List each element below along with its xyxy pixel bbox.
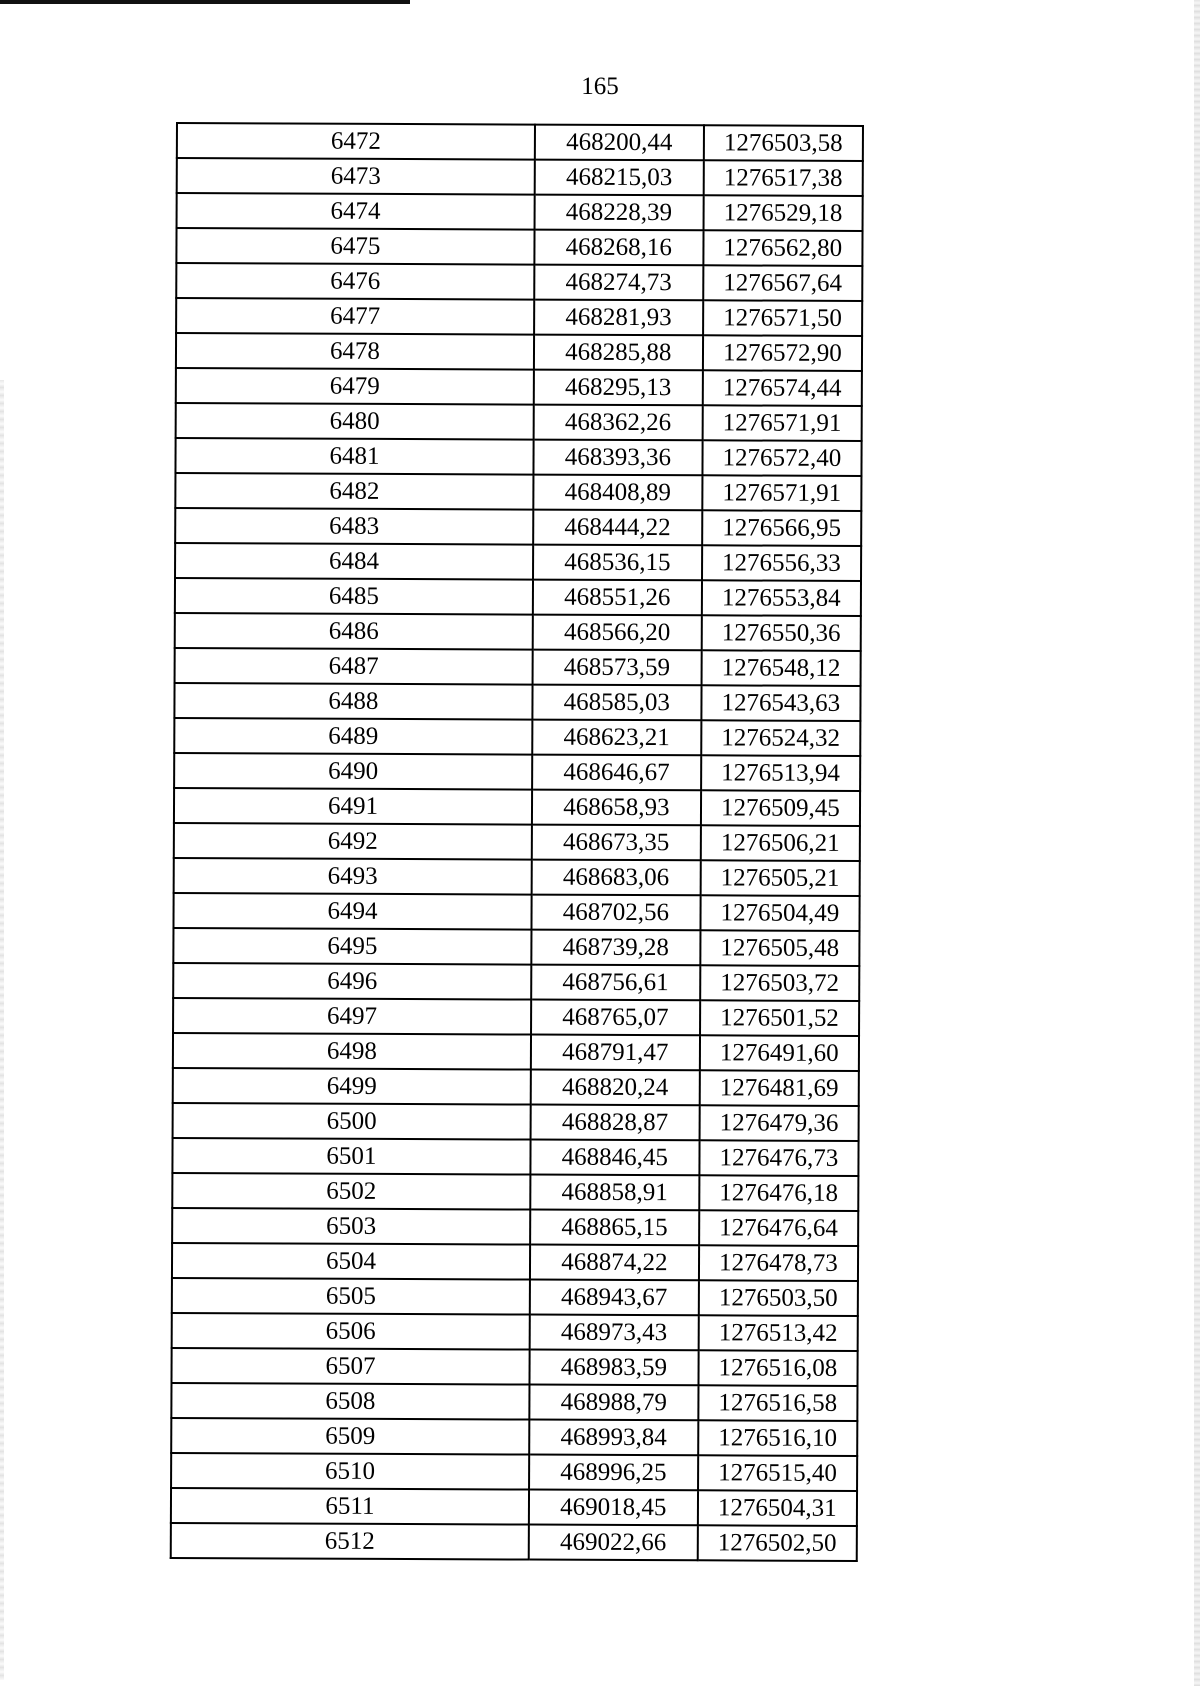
y-coordinate-cell: 1276515,40 <box>698 1455 857 1491</box>
point-number-cell: 6510 <box>171 1453 529 1490</box>
point-number-cell: 6493 <box>174 858 532 895</box>
y-coordinate-cell: 1276509,45 <box>701 790 860 826</box>
scan-left-edge <box>0 380 4 1680</box>
x-coordinate-cell: 468228,39 <box>534 195 703 231</box>
x-coordinate-cell: 468739,28 <box>531 930 700 966</box>
y-coordinate-cell: 1276516,08 <box>698 1350 857 1386</box>
y-coordinate-cell: 1276553,84 <box>702 580 861 616</box>
y-coordinate-cell: 1276504,49 <box>700 895 859 931</box>
y-coordinate-cell: 1276524,32 <box>701 720 860 756</box>
point-number-cell: 6490 <box>174 753 532 790</box>
point-number-cell: 6484 <box>175 543 533 580</box>
table-row <box>172 1208 858 1246</box>
x-coordinate-cell: 468865,15 <box>530 1210 699 1246</box>
x-coordinate-cell: 468623,21 <box>532 720 701 756</box>
y-coordinate-cell: 1276476,64 <box>699 1210 858 1246</box>
x-coordinate-cell: 468820,24 <box>531 1070 700 1106</box>
coordinates-table <box>170 122 864 1562</box>
point-number-cell: 6486 <box>175 613 533 650</box>
x-coordinate-cell: 468285,88 <box>534 335 703 371</box>
y-coordinate-cell: 1276501,52 <box>700 1000 859 1036</box>
x-coordinate-cell: 468362,26 <box>534 405 703 441</box>
y-coordinate-cell: 1276550,36 <box>701 615 860 651</box>
table-row <box>172 1243 858 1281</box>
y-coordinate-cell: 1276505,48 <box>700 930 859 966</box>
y-coordinate-cell: 1276476,18 <box>699 1175 858 1211</box>
x-coordinate-cell: 468215,03 <box>535 160 704 196</box>
x-coordinate-cell: 468268,16 <box>534 230 703 266</box>
table-row <box>175 543 861 581</box>
x-coordinate-cell: 469018,45 <box>529 1490 698 1526</box>
table-row <box>175 578 861 616</box>
table-row <box>175 613 861 651</box>
point-number-cell: 6501 <box>172 1138 530 1175</box>
x-coordinate-cell: 468828,87 <box>531 1105 700 1141</box>
y-coordinate-cell: 1276529,18 <box>703 195 862 231</box>
point-number-cell: 6512 <box>171 1523 529 1560</box>
table-row <box>175 438 861 476</box>
table-row <box>171 1488 857 1526</box>
table-row <box>171 1383 857 1421</box>
scan-right-edge <box>1194 0 1200 1686</box>
x-coordinate-cell: 468874,22 <box>530 1245 699 1281</box>
y-coordinate-cell: 1276491,60 <box>700 1035 859 1071</box>
point-number-cell: 6482 <box>175 473 533 510</box>
table-row <box>171 1348 857 1386</box>
table-row <box>175 648 861 686</box>
y-coordinate-cell: 1276562,80 <box>703 230 862 266</box>
x-coordinate-cell: 468295,13 <box>534 370 703 406</box>
table-row <box>177 123 863 161</box>
x-coordinate-cell: 468983,59 <box>529 1350 698 1386</box>
point-number-cell: 6497 <box>173 998 531 1035</box>
point-number-cell: 6495 <box>173 928 531 965</box>
y-coordinate-cell: 1276505,21 <box>700 860 859 896</box>
x-coordinate-cell: 468988,79 <box>529 1385 698 1421</box>
table-row <box>173 1103 859 1141</box>
table-row <box>173 928 859 966</box>
y-coordinate-cell: 1276566,95 <box>702 510 861 546</box>
table-row <box>171 1453 857 1491</box>
point-number-cell: 6481 <box>175 438 533 475</box>
x-coordinate-cell: 468536,15 <box>533 545 702 581</box>
table-row <box>176 298 862 336</box>
point-number-cell: 6487 <box>175 648 533 685</box>
x-coordinate-cell: 468993,84 <box>529 1420 698 1456</box>
point-number-cell: 6507 <box>171 1348 529 1385</box>
x-coordinate-cell: 468996,25 <box>529 1455 698 1491</box>
table-row <box>172 1138 858 1176</box>
x-coordinate-cell: 468200,44 <box>535 125 704 161</box>
table-row <box>174 788 860 826</box>
table-row <box>173 893 859 931</box>
point-number-cell: 6477 <box>176 298 534 335</box>
point-number-cell: 6511 <box>171 1488 529 1525</box>
x-coordinate-cell: 468658,93 <box>532 790 701 826</box>
x-coordinate-cell: 469022,66 <box>529 1525 698 1561</box>
x-coordinate-cell: 468943,67 <box>530 1280 699 1316</box>
y-coordinate-cell: 1276517,38 <box>703 160 862 196</box>
point-number-cell: 6488 <box>174 683 532 720</box>
x-coordinate-cell: 468973,43 <box>530 1315 699 1351</box>
table-row <box>172 1173 858 1211</box>
y-coordinate-cell: 1276504,31 <box>698 1490 857 1526</box>
coordinates-table-body <box>171 123 863 1561</box>
y-coordinate-cell: 1276556,33 <box>702 545 861 581</box>
y-coordinate-cell: 1276572,40 <box>702 440 861 476</box>
y-coordinate-cell: 1276513,42 <box>698 1315 857 1351</box>
y-coordinate-cell: 1276572,90 <box>703 335 862 371</box>
y-coordinate-cell: 1276571,91 <box>702 475 861 511</box>
x-coordinate-cell: 468573,59 <box>533 650 702 686</box>
x-coordinate-cell: 468408,89 <box>533 475 702 511</box>
y-coordinate-cell: 1276571,50 <box>703 300 862 336</box>
point-number-cell: 6503 <box>172 1208 530 1245</box>
x-coordinate-cell: 468274,73 <box>534 265 703 301</box>
y-coordinate-cell: 1276506,21 <box>701 825 860 861</box>
point-number-cell: 6496 <box>173 963 531 1000</box>
point-number-cell: 6494 <box>173 893 531 930</box>
table-row <box>174 753 860 791</box>
scan-edge-bar <box>0 0 410 4</box>
point-number-cell: 6476 <box>176 263 534 300</box>
y-coordinate-cell: 1276567,64 <box>703 265 862 301</box>
point-number-cell: 6502 <box>172 1173 530 1210</box>
y-coordinate-cell: 1276548,12 <box>701 650 860 686</box>
table-row <box>173 1033 859 1071</box>
table-row <box>176 368 862 406</box>
table-row <box>171 1418 857 1456</box>
point-number-cell: 6505 <box>172 1278 530 1315</box>
point-number-cell: 6475 <box>176 228 534 265</box>
x-coordinate-cell: 468646,67 <box>532 755 701 791</box>
table-row <box>172 1278 858 1316</box>
table-row <box>175 473 861 511</box>
point-number-cell: 6479 <box>176 368 534 405</box>
table-row <box>172 1313 858 1351</box>
y-coordinate-cell: 1276476,73 <box>699 1140 858 1176</box>
y-coordinate-cell: 1276503,50 <box>699 1280 858 1316</box>
point-number-cell: 6499 <box>173 1068 531 1105</box>
x-coordinate-cell: 468683,06 <box>532 860 701 896</box>
table-row <box>173 963 859 1001</box>
point-number-cell: 6473 <box>177 158 535 195</box>
page-number: 165 <box>581 73 619 100</box>
y-coordinate-cell: 1276503,72 <box>700 965 859 1001</box>
x-coordinate-cell: 468566,20 <box>533 615 702 651</box>
y-coordinate-cell: 1276502,50 <box>697 1525 856 1561</box>
point-number-cell: 6498 <box>173 1033 531 1070</box>
table-row <box>176 403 862 441</box>
table-row <box>174 683 860 721</box>
table-row <box>177 158 863 196</box>
point-number-cell: 6509 <box>171 1418 529 1455</box>
x-coordinate-cell: 468702,56 <box>531 895 700 931</box>
x-coordinate-cell: 468551,26 <box>533 580 702 616</box>
point-number-cell: 6492 <box>174 823 532 860</box>
x-coordinate-cell: 468393,36 <box>533 440 702 476</box>
point-number-cell: 6489 <box>174 718 532 755</box>
y-coordinate-cell: 1276481,69 <box>699 1070 858 1106</box>
point-number-cell: 6480 <box>176 403 534 440</box>
table-row <box>177 193 863 231</box>
y-coordinate-cell: 1276574,44 <box>703 370 862 406</box>
table-row <box>176 263 862 301</box>
point-number-cell: 6491 <box>174 788 532 825</box>
y-coordinate-cell: 1276503,58 <box>704 125 863 161</box>
x-coordinate-cell: 468846,45 <box>530 1140 699 1176</box>
y-coordinate-cell: 1276516,58 <box>698 1385 857 1421</box>
y-coordinate-cell: 1276513,94 <box>701 755 860 791</box>
y-coordinate-cell: 1276478,73 <box>699 1245 858 1281</box>
y-coordinate-cell: 1276479,36 <box>699 1105 858 1141</box>
x-coordinate-cell: 468444,22 <box>533 510 702 546</box>
x-coordinate-cell: 468585,03 <box>532 685 701 721</box>
table-row <box>176 333 862 371</box>
point-number-cell: 6485 <box>175 578 533 615</box>
point-number-cell: 6506 <box>172 1313 530 1350</box>
table-row <box>173 998 859 1036</box>
x-coordinate-cell: 468765,07 <box>531 1000 700 1036</box>
point-number-cell: 6508 <box>171 1383 529 1420</box>
point-number-cell: 6478 <box>176 333 534 370</box>
table-row <box>173 1068 859 1106</box>
table-row <box>176 228 862 266</box>
point-number-cell: 6504 <box>172 1243 530 1280</box>
x-coordinate-cell: 468858,91 <box>530 1175 699 1211</box>
point-number-cell: 6472 <box>177 123 535 160</box>
y-coordinate-cell: 1276571,91 <box>702 405 861 441</box>
table-row <box>171 1523 857 1561</box>
point-number-cell: 6500 <box>173 1103 531 1140</box>
y-coordinate-cell: 1276543,63 <box>701 685 860 721</box>
point-number-cell: 6474 <box>177 193 535 230</box>
x-coordinate-cell: 468673,35 <box>532 825 701 861</box>
y-coordinate-cell: 1276516,10 <box>698 1420 857 1456</box>
x-coordinate-cell: 468756,61 <box>531 965 700 1001</box>
x-coordinate-cell: 468281,93 <box>534 300 703 336</box>
table-row <box>174 858 860 896</box>
point-number-cell: 6483 <box>175 508 533 545</box>
table-row <box>174 718 860 756</box>
x-coordinate-cell: 468791,47 <box>531 1035 700 1071</box>
table-row <box>174 823 860 861</box>
table-row <box>175 508 861 546</box>
